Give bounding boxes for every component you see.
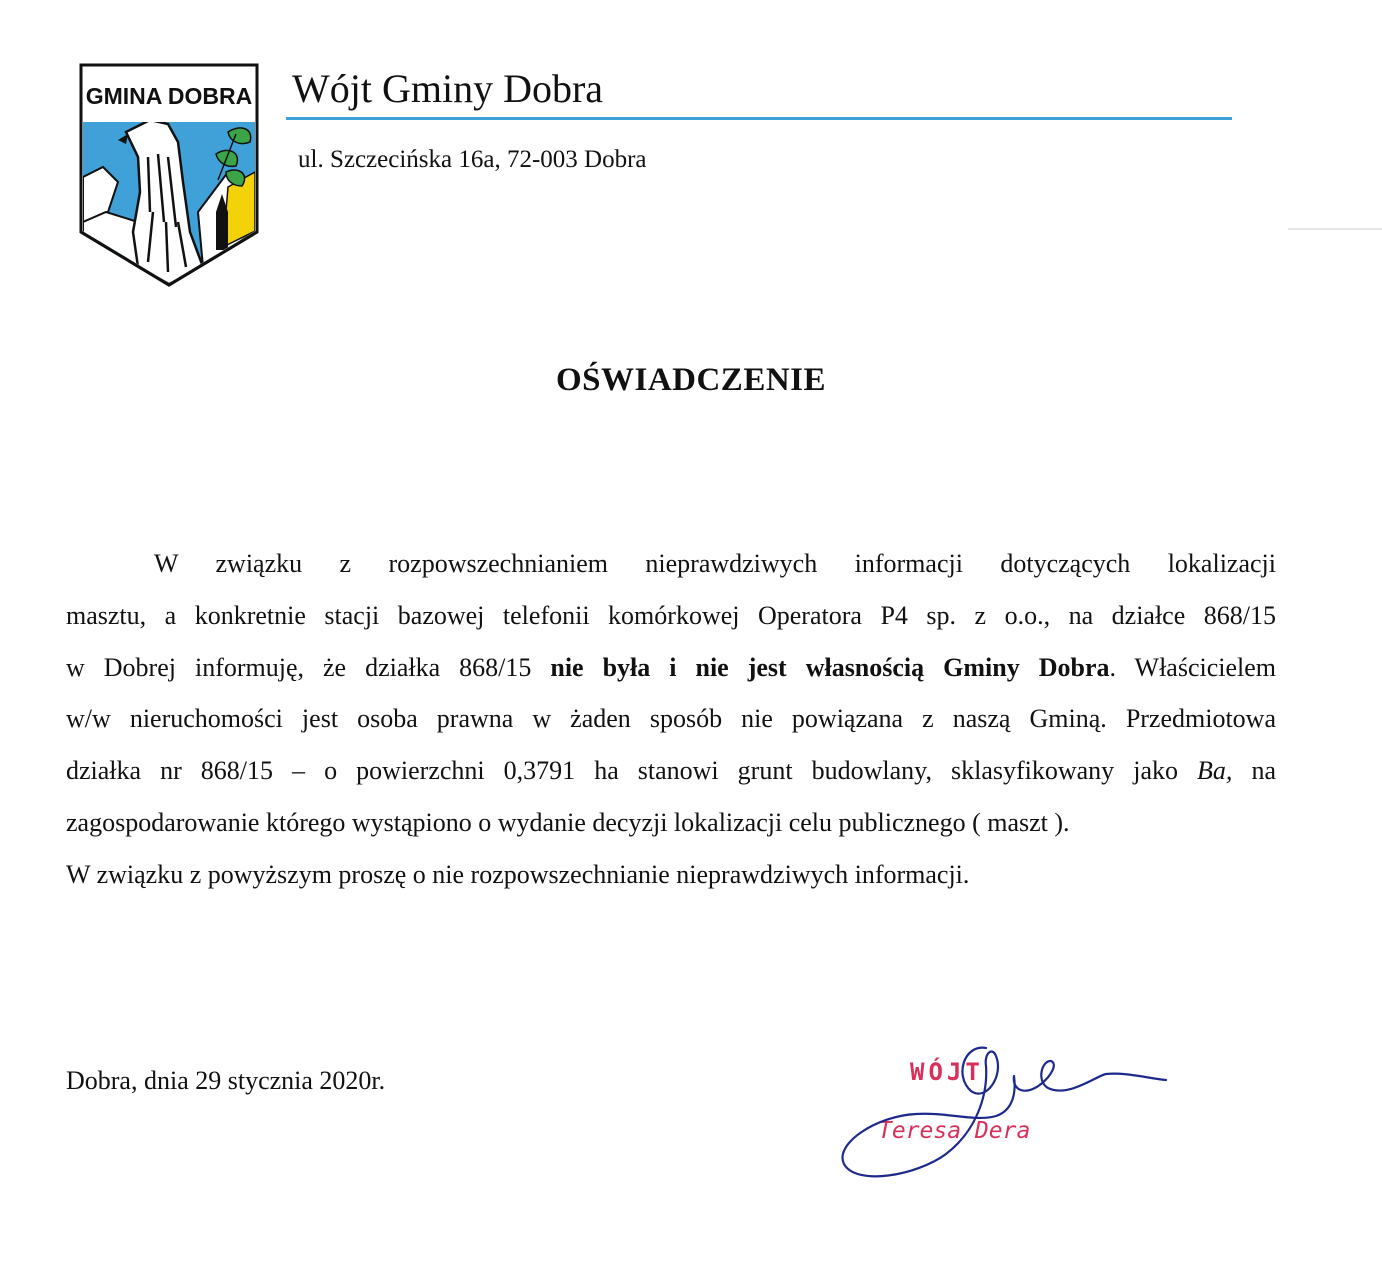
paragraph-text: . Właścicielem bbox=[1109, 652, 1277, 682]
paragraph-line bbox=[66, 642, 1276, 694]
paragraph-line: w/w nieruchomości jest osoba prawna w żaden sposób nie powiązana z naszą Gminą. Przedmiotowa bbox=[66, 704, 1276, 734]
paragraph-line bbox=[66, 745, 1276, 797]
paragraph-line: W związku z powyższym proszę o nie rozpowszechnianie nieprawdziwych informacji. bbox=[66, 859, 970, 889]
paragraph-line: masztu, a konkretnie stacji bazowej telefonii komórkowej Operatora P4 sp. z o.o., na działce 868/15 bbox=[66, 600, 1276, 630]
paragraph-bold-text: nie była i nie jest własnością Gminy Dobra bbox=[550, 652, 1110, 682]
paragraph-text: w Dobrej informuję, że działka 868/15 bbox=[66, 652, 551, 682]
document-date: Dobra, dnia 29 stycznia 2020r. bbox=[66, 1066, 386, 1095]
paragraph-text: na bbox=[1232, 756, 1276, 786]
paragraph-italic-text: Ba, bbox=[1197, 756, 1233, 786]
paragraph-text: działka nr 868/15 – o powierzchni 0,3791 ha stanowi grunt budowlany, sklasyfikowany jako bbox=[66, 756, 1198, 786]
scan-edge-mark bbox=[1288, 228, 1382, 230]
document-title: OŚWIADCZENIE bbox=[555, 362, 827, 398]
header-rule bbox=[286, 117, 1232, 120]
handwritten-signature bbox=[836, 1036, 1176, 1186]
header-address: ul. Szczecińska 16a, 72-003 Dobra bbox=[298, 146, 647, 173]
crest-label: GMINA DOBRA bbox=[85, 83, 253, 109]
stamp-name: Teresa Dera bbox=[878, 1118, 1031, 1144]
header-title: Wójt Gminy Dobra bbox=[292, 66, 604, 111]
coat-of-arms-icon bbox=[78, 62, 260, 288]
document-body bbox=[66, 538, 1276, 901]
stamp-title: WÓJT bbox=[910, 1058, 984, 1086]
paragraph-line: zagospodarowanie którego wystąpiono o wydanie decyzji lokalizacji celu publicznego ( maszt ). bbox=[66, 807, 1070, 837]
paragraph-line: W związku z rozpowszechnianiem nieprawdziwych informacji dotyczących lokalizacji bbox=[154, 549, 1276, 578]
